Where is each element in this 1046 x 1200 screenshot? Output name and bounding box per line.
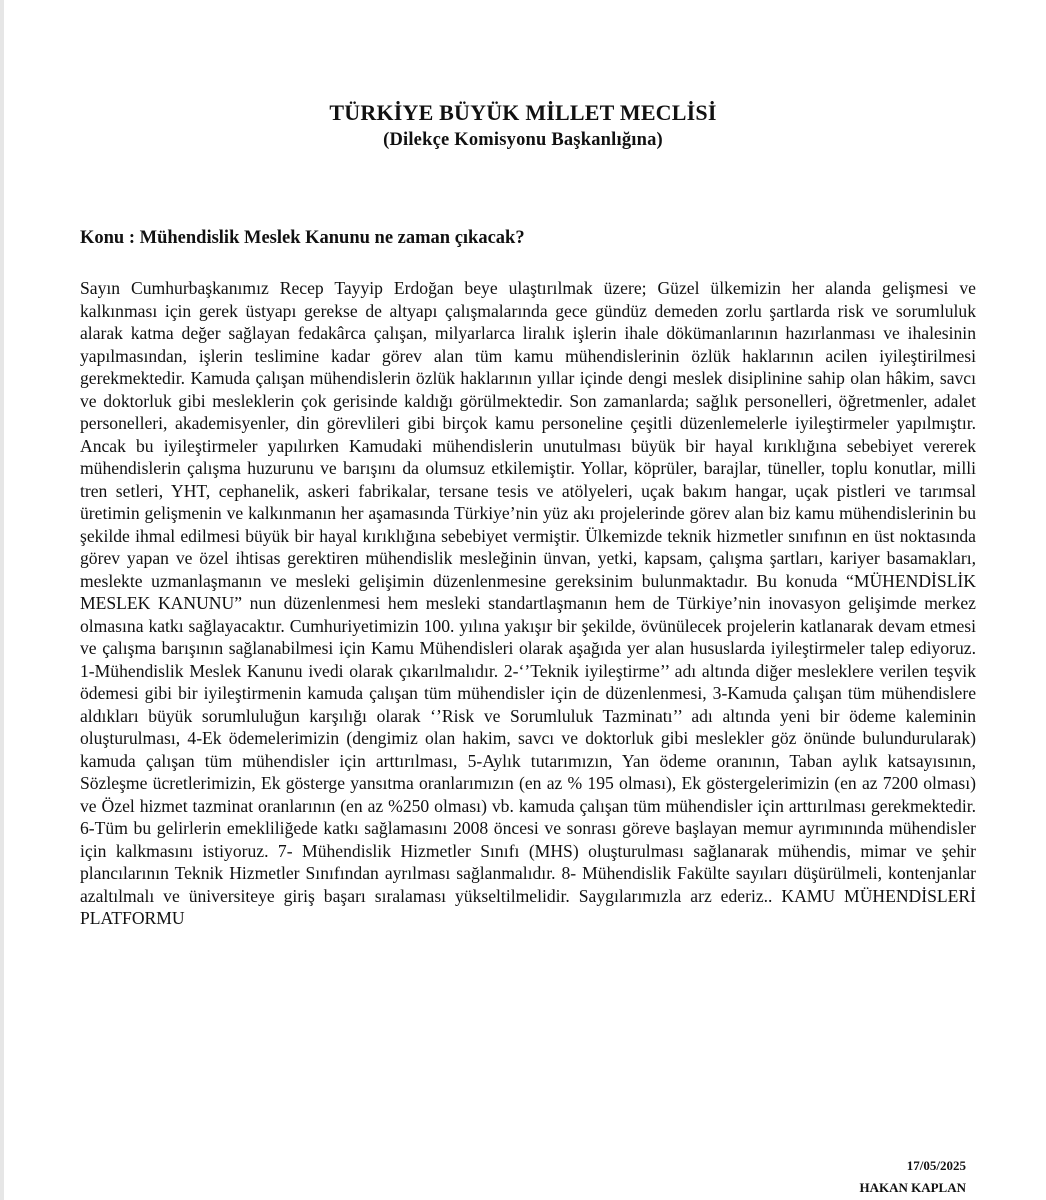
page-edge: [0, 0, 4, 1200]
signature-name: HAKAN KAPLAN: [859, 1180, 966, 1195]
document-title: TÜRKİYE BÜYÜK MİLLET MECLİSİ: [329, 100, 717, 125]
document-subject: Konu : Mühendislik Meslek Kanunu ne zaman çıkacak?: [80, 228, 525, 248]
document-subtitle: (Dilekçe Komisyonu Başkanlığına): [383, 130, 663, 150]
document-body: Sayın Cumhurbaşkanımız Recep Tayyip Erdoğan beye ulaştırılmak üzere; Güzel ülkemizin her alanda gelişmesi ve kalkınması için gerek üstyapı gerekse de altyapı çalışmalarında gece gündüz demeden zorlu şartlarda risk ve sorumluluk alarak katma değer sağlayan fedakârca çalışan, milyarlarca liralık işlerin ihale dökümanlarının hazırlanması ve ihalesinin yapılmasından, işlerin teslimine kadar görev alan tüm kamu mühendislerinin özlük haklarının acilen iyileştirilmesi gerekmektedir. Kamuda çalışan mühendislerin özlük haklarının yıllar içinde dengi meslek disiplinine sahip olan hâkim, savcı ve doktorluk gibi mesleklerin çok gerisinde kaldığı görülmektedir. Son zamanlarda; sağlık personelleri, öğretmenler, adalet personelleri, akademisyenler, din görevlileri gibi birçok kamu personeline çeşitli düzenlemelerle iyileştirmeler yapılmıştır. Ancak bu iyileştirmeler yapılırken Kamudaki mühendislerin unutulması büyük bir hayal kırıklığına sebebiyet vererek mühendislerin çalışma huzurunu ve barışını da olumsuz etkilemiştir. Yollar, köprüler, barajlar, tüneller, toplu konutlar, milli tren setleri, YHT, cephanelik, askeri fabrikalar, tersane tesis ve atölyeleri, uçak bakım hangar, uçak pistleri ve tarımsal üretimin gelişmenin ve kalkınmanın her aşamasında Türkiye’nin yüz akı projelerinde görev alan biz kamu mühendislerinin bu şekilde ihmal edilmesi büyük bir hayal kırıklığına sebebiyet vermiştir. Ülkemizde teknik hizmetler sınıfının en üst noktasında görev yapan ve özel ihtisas gerektiren mühendislik mesleğinin ünvan, yetki, kapsam, çalışma şartları, kariyer basamakları, meslekte uzmanlaşmanın ve mesleki gelişimin düzenlenmesine gereksinim bulunmaktadır. Bu konuda “MÜHENDİSLİK MESLEK KANUNU” nun düzenlenmesi hem mesleki standartlaşmanın hem de Türkiye’nin inovasyon gelişimde merkez olmasına katkı sağlayacaktır. Cumhuriyetimizin 100. yılına yakışır bir şekilde, övünülecek projelerin katlanarak devam etmesi ve çalışma barışının sağlanabilmesi için Kamu Mühendisleri olarak aşağıda yer alan hususlarda iyileştirmeler talep ediyoruz. 1-Mühendislik Meslek Kanunu ivedi olarak çıkarılmalıdır. 2-‘’Teknik iyileştirme’’ adı altında diğer mesleklere verilen teşvik ödemesi gibi bir iyileştirmenin kamuda çalışan tüm mühendisler için de düzenlenmesi, 3-Kamuda çalışan tüm mühendislere aldıkları büyük sorumluluğun karşılığı olarak ‘’Risk ve Sorumluluk Tazminatı’’ adı altında yeni bir ödeme kaleminin oluşturulması, 4-Ek ödemelerimizin (dengimiz olan hakim, savcı ve doktorluk gibi meslekler göz önünde bulundurularak) kamuda çalışan tüm mühendisler için arttırılması, 5-Aylık tutarımızın, Yan ödeme oranının, Taban aylık katsayısının, Sözleşme ücretlerimizin, Ek gösterge yansıtma oranlarımızın (en az % 195 olması), Ek göstergelerimizin (en az 7200 olması) ve Özel hizmet tazminat oranlarının (en az %250 olması) vb. kamuda çalışan tüm mühendisler için arttırılması gerekmektedir. 6-Tüm bu gelirlerin emekliliğede katkı sağlamasını 2008 öncesi ve sonrası göreve başlayan memur ayrımınında mühendisler için kalkmasını istiyoruz. 7- Mühendislik Hizmetler Sınıfı (MHS) oluşturulması sağlanarak mühendis, mimar ve şehir plancılarının Teknik Hizmetler Sınıfından ayrılması sağlanmalıdır. 8- Mühendislik Fakülte sayıları düşürülmeli, kontenjanlar azaltılmalı ve üniversiteye giriş başarı sıralaması yükseltilmelidir. Saygılarımızla arz ederiz.. KAMU MÜHENDİSLERİ PLATFORMU: [80, 278, 976, 928]
document-date: 17/05/2025: [906, 1158, 966, 1173]
